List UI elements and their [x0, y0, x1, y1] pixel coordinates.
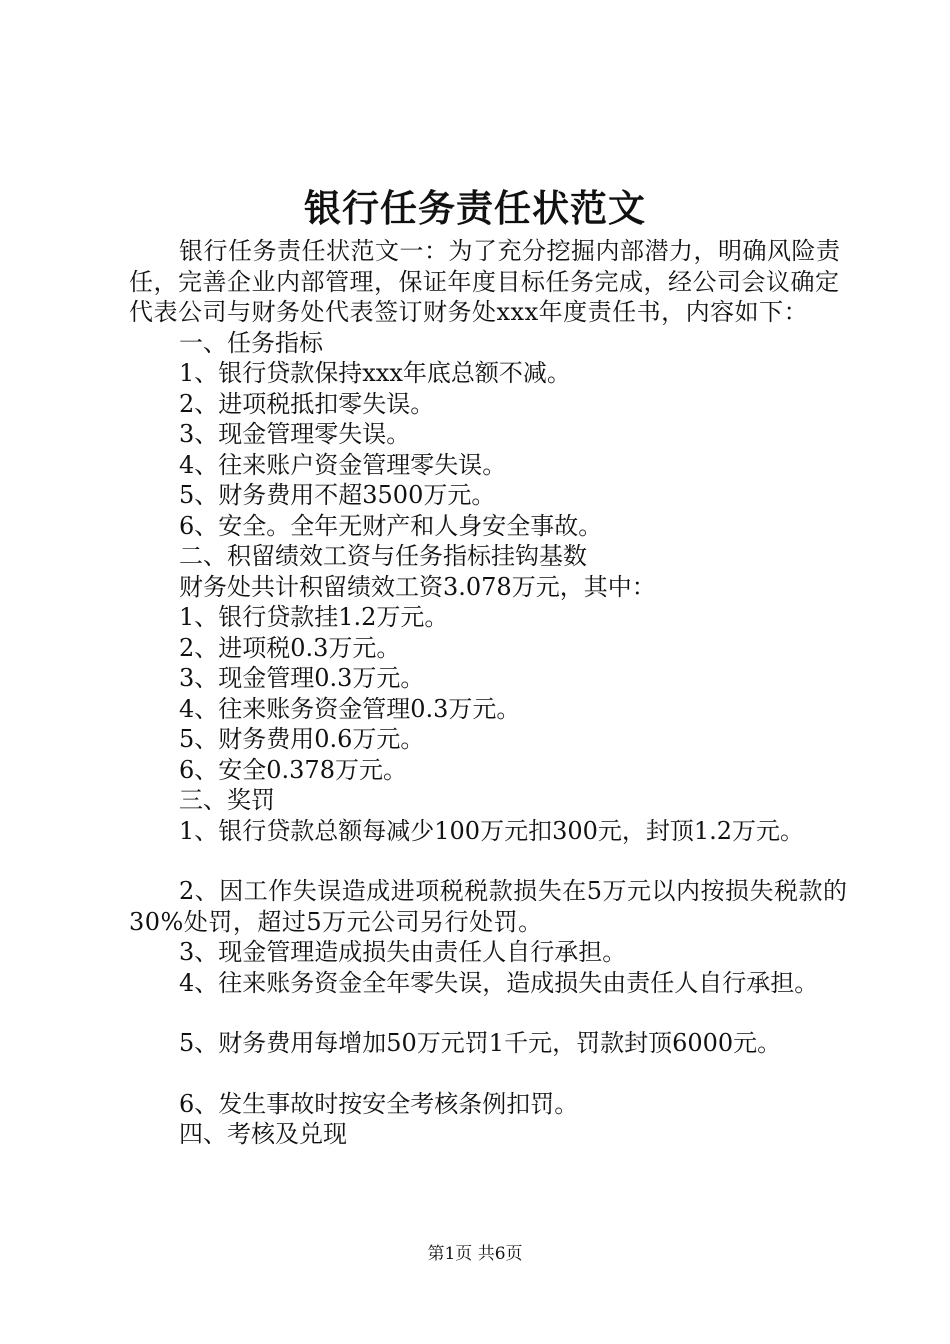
list-item: 4、往来账务资金全年零失误，造成损失由责任人自行承担。 — [179, 968, 819, 997]
document-title: 银行任务责任状范文 — [304, 186, 646, 230]
list-item: 3、现金管理零失误。 — [179, 420, 411, 448]
section-heading: 一、任务指标 — [179, 328, 323, 357]
intro-paragraph: 银行任务责任状范文一：为了充分挖掘内部潜力，明确风险责任，完善企业内部管理，保证年度目标任务完成，经公司会议确定代表公司与财务处代表签订财务处xxx年度责任书，内容如下： — [129, 237, 841, 326]
section-heading: 二、积留绩效工资与任务指标挂钩基数 — [179, 542, 587, 570]
list-item: 3、现金管理造成损失由责任人自行承担。 — [179, 938, 627, 966]
list-item: 5、财务费用不超3500万元。 — [179, 481, 496, 509]
list-item: 6、安全。全年无财产和人身安全事故。 — [179, 511, 603, 540]
list-item: 4、往来账务资金管理0.3万元。 — [179, 694, 521, 723]
list-item: 4、往来账户资金管理零失误。 — [179, 450, 507, 479]
page-number: 第1页 共6页 — [427, 1244, 523, 1264]
section-lead: 财务处共计积留绩效工资3.078万元，其中： — [179, 572, 656, 601]
list-item: 1、银行贷款挂1.2万元。 — [179, 603, 449, 631]
list-item: 5、财务费用0.6万元。 — [179, 725, 425, 753]
list-item: 6、安全0.378万元。 — [179, 755, 407, 784]
section-heading: 四、考核及兑现 — [179, 1120, 347, 1148]
section-heading: 三、奖罚 — [179, 786, 275, 814]
list-item: 2、进项税抵扣零失误。 — [179, 389, 435, 418]
list-item: 2、进项税0.3万元。 — [179, 633, 401, 662]
list-item: 3、现金管理0.3万元。 — [179, 664, 425, 692]
document-body — [129, 236, 849, 1150]
list-item: 1、银行贷款总额每减少100万元扣300元，封顶1.2万元。 — [179, 816, 805, 845]
list-item: 6、发生事故时按安全考核条例扣罚。 — [179, 1089, 579, 1118]
list-item: 1、银行贷款保持xxx年底总额不减。 — [179, 359, 571, 387]
list-item: 2、因工作失误造成进项税税款损失在5万元以内按损失税款的30%处罚，超过5万元公司另行处罚。 — [129, 877, 848, 936]
list-item: 5、财务费用每增加50万元罚1千元，罚款封顶6000元。 — [179, 1029, 782, 1057]
